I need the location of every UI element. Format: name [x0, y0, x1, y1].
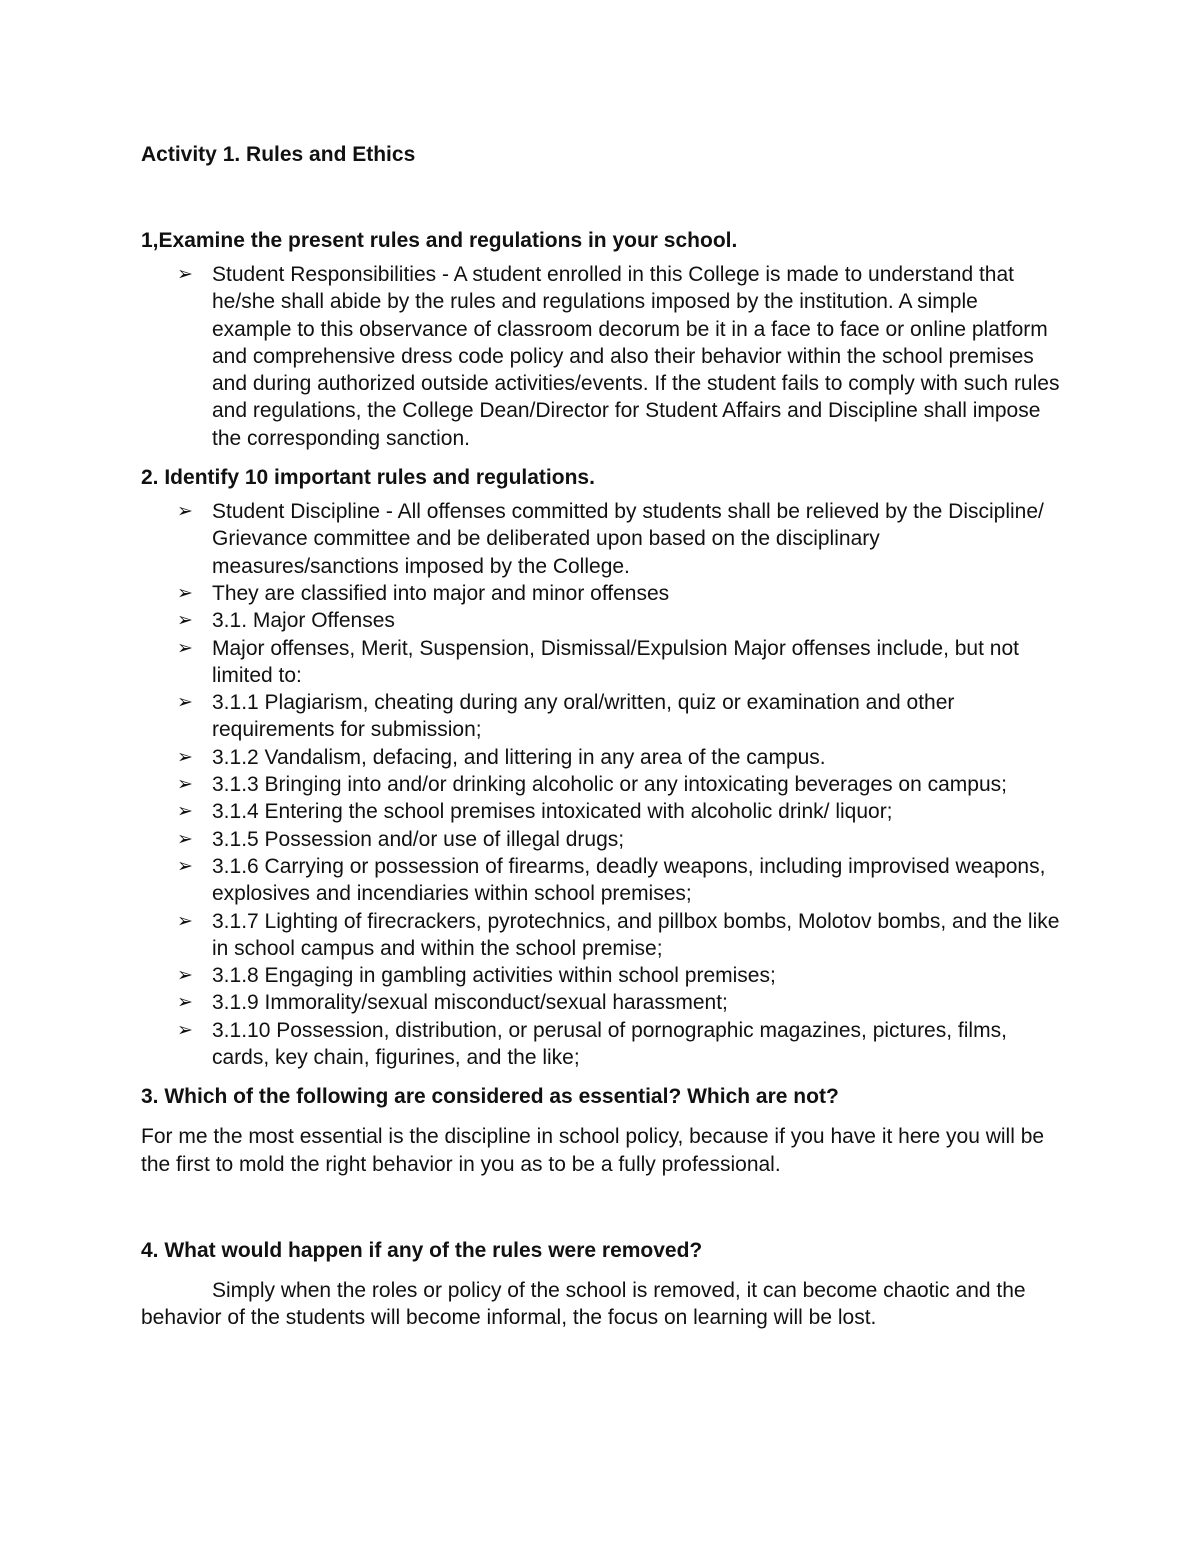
list-item — [141, 261, 1061, 452]
document-title: Activity 1. Rules and Ethics — [141, 143, 416, 166]
arrowhead-bullet-icon: ➢ — [177, 828, 193, 850]
arrowhead-bullet-icon: ➢ — [177, 501, 193, 523]
list-item-text: 3.1.5 Possession and/or use of illegal drugs; — [212, 827, 625, 851]
list-item-text: 3.1.6 Carrying or possession of firearms, deadly weapons, including improvised weapons, explosives and incendiaries within school premises; — [212, 854, 1046, 906]
list-item-text: 3.1.7 Lighting of firecrackers, pyrotechnics, and pillbox bombs, Molotov bombs, and the like in school campus and within the school premise; — [212, 909, 1060, 960]
list-item-text: 3.1.3 Bringing into and/or drinking alcoholic or any intoxicating beverages on campus; — [212, 773, 1007, 797]
list-item-text: 3.1.10 Possession, distribution, or perusal of pornographic magazines, pictures, films, cards, key chain, figurines, and the like; — [212, 1018, 1007, 1070]
list-item — [141, 498, 1061, 580]
list-item — [141, 826, 1061, 853]
list-item-text: Student Responsibilities - A student enrolled in this College is made to understand that he/she shall abide by the rules and regulations imposed by the institution. A simple example to this observance of classroom decorum be it in a face to face or online platform and comprehensive dress code policy and also their behavior within the school premises and during authorized outside activities/events. If the student fails to comply with such rules and regulations, the College Dean/Director for Student Affairs and Discipline shall impose the corresponding sanction. — [212, 263, 1060, 450]
list-item — [141, 1017, 1061, 1072]
arrowhead-bullet-icon: ➢ — [177, 692, 193, 714]
arrowhead-bullet-icon: ➢ — [177, 992, 193, 1014]
list-item — [141, 798, 1061, 825]
question-1-list — [141, 261, 1061, 452]
arrowhead-bullet-icon: ➢ — [177, 801, 193, 823]
arrowhead-bullet-icon: ➢ — [177, 965, 193, 987]
list-item — [141, 908, 1061, 963]
arrowhead-bullet-icon: ➢ — [177, 637, 193, 659]
list-item-text: 3.1.1 Plagiarism, cheating during any oral/written, quiz or examination and other requirements for submission; — [212, 691, 955, 742]
list-item-text: 3.1.2 Vandalism, defacing, and littering in any area of the campus. — [212, 745, 826, 769]
arrowhead-bullet-icon: ➢ — [177, 774, 193, 796]
question-2-heading: 2. Identify 10 important rules and regulations. — [141, 466, 595, 490]
question-4-heading: 4. What would happen if any of the rules were removed? — [141, 1238, 703, 1262]
question-3-answer: For me the most essential is the discipline in school policy, because if you have it here you will be the first to mold the right behavior in you as to be a fully professional. — [141, 1125, 1045, 1176]
question-4-answer: Simply when the roles or policy of the school is removed, it can become chaotic and the behavior of the students will become informal, the focus on learning will be lost. — [141, 1278, 1026, 1330]
arrowhead-bullet-icon: ➢ — [177, 746, 193, 768]
question-3-heading: 3. Which of the following are considered as essential? Which are not? — [141, 1085, 839, 1109]
document-page — [141, 141, 1061, 1332]
question-1-heading: 1,Examine the present rules and regulations in your school. — [141, 229, 738, 252]
list-item-text: 3.1.8 Engaging in gambling activities within school premises; — [212, 964, 776, 988]
list-item — [141, 771, 1061, 798]
arrowhead-bullet-icon: ➢ — [177, 610, 193, 632]
list-item-text: Major offenses, Merit, Suspension, Dismissal/Expulsion Major offenses include, but not limited to: — [212, 636, 1019, 687]
list-item — [141, 853, 1061, 908]
list-item-text: 3.1.4 Entering the school premises intoxicated with alcoholic drink/ liquor; — [212, 800, 893, 824]
arrowhead-bullet-icon: ➢ — [177, 855, 193, 877]
arrowhead-bullet-icon: ➢ — [177, 910, 193, 932]
arrowhead-bullet-icon: ➢ — [177, 264, 193, 285]
list-item — [141, 689, 1061, 744]
list-item-text: 3.1.9 Immorality/sexual misconduct/sexual harassment; — [212, 991, 728, 1015]
list-item — [141, 607, 1061, 634]
list-item-text: 3.1. Major Offenses — [212, 609, 395, 633]
arrowhead-bullet-icon: ➢ — [177, 1019, 193, 1041]
question-2-list — [141, 498, 1061, 1071]
list-item-text: They are classified into major and minor offenses — [212, 581, 670, 605]
list-item — [141, 580, 1061, 607]
arrowhead-bullet-icon: ➢ — [177, 582, 193, 604]
list-item — [141, 962, 1061, 989]
list-item — [141, 635, 1061, 690]
list-item — [141, 744, 1061, 771]
list-item-text: Student Discipline - All offenses committed by students shall be relieved by the Discipline/ Grievance committee and be deliberated upon based on the disciplinary measures/sanctions imposed by the College. — [212, 500, 1044, 578]
list-item — [141, 989, 1061, 1016]
